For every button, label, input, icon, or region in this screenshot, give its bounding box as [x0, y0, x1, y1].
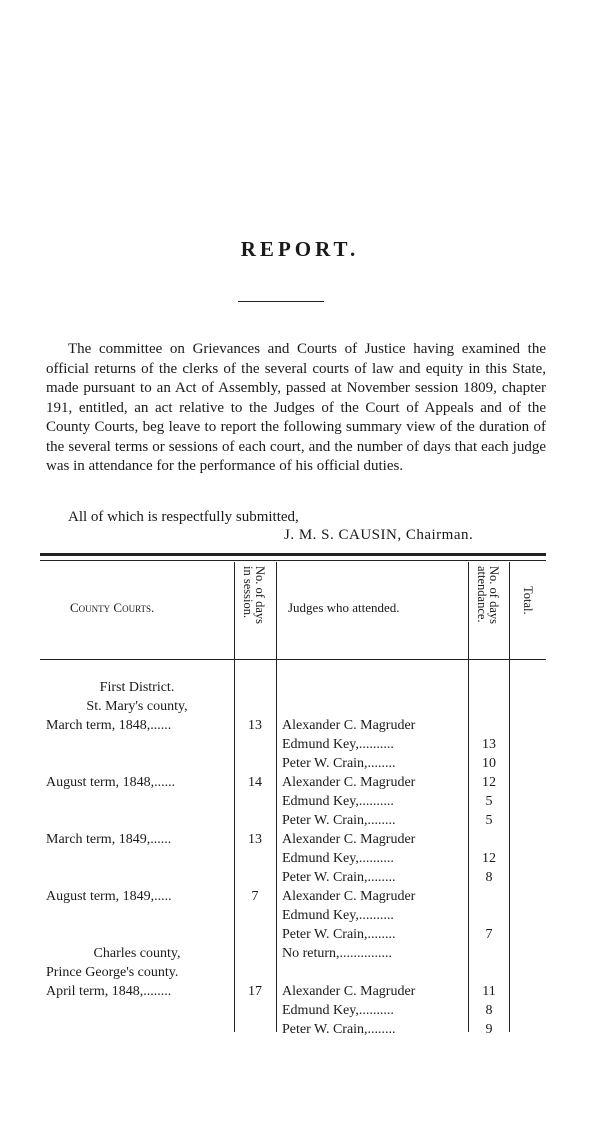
judge-cell: Peter W. Crain,........ — [282, 1022, 396, 1037]
table-row — [0, 963, 600, 982]
attendance-cell: 5 — [485, 794, 493, 809]
table-row — [0, 887, 600, 906]
days-in-session-cell: 13 — [248, 718, 262, 733]
table-row — [0, 716, 600, 735]
court-cell: March term, 1848,...... — [46, 718, 172, 733]
court-cell: Charles county, — [93, 946, 181, 961]
judge-cell: Alexander C. Magruder — [282, 832, 416, 847]
days-in-session-cell: 17 — [248, 984, 262, 999]
title-divider — [238, 301, 324, 302]
judge-cell: Peter W. Crain,........ — [282, 813, 396, 828]
attendance-cell: 12 — [482, 851, 496, 866]
court-cell: August term, 1849,..... — [46, 889, 172, 904]
attendance-cell: 10 — [482, 756, 496, 771]
judge-cell: Alexander C. Magruder — [282, 889, 416, 904]
header-judges: Judges who attended. — [288, 600, 400, 615]
table-body — [0, 678, 600, 1039]
table-top-rule-thin — [40, 560, 546, 561]
table-row — [0, 811, 600, 830]
table-row — [0, 678, 600, 697]
header-days-attendance: No. of days attendance. — [475, 566, 501, 624]
table-row — [0, 735, 600, 754]
attendance-cell: 5 — [485, 813, 493, 828]
header-total: Total. — [521, 586, 535, 615]
table-row — [0, 906, 600, 925]
judge-cell: Alexander C. Magruder — [282, 718, 416, 733]
table-row — [0, 925, 600, 944]
judge-cell: Peter W. Crain,........ — [282, 870, 396, 885]
court-cell: Prince George's county. — [46, 965, 179, 980]
table-top-rule — [40, 553, 546, 556]
table-row — [0, 849, 600, 868]
attendance-cell: 9 — [485, 1022, 493, 1037]
court-cell: First District. — [99, 680, 175, 695]
judge-cell: Edmund Key,.......... — [282, 737, 394, 752]
attendance-cell: 13 — [482, 737, 496, 752]
table-row — [0, 868, 600, 887]
header-bottom-rule — [40, 659, 546, 660]
court-cell: March term, 1849,...... — [46, 832, 172, 847]
attendance-cell: 11 — [482, 984, 496, 999]
attendance-cell: 8 — [485, 870, 493, 885]
judge-cell: Edmund Key,.......... — [282, 908, 394, 923]
table-row — [0, 754, 600, 773]
table-row — [0, 1001, 600, 1020]
judge-cell: Alexander C. Magruder — [282, 775, 416, 790]
table-row — [0, 1020, 600, 1039]
attendance-cell: 8 — [485, 1003, 493, 1018]
judge-cell: Peter W. Crain,........ — [282, 756, 396, 771]
judge-cell: Edmund Key,.......... — [282, 851, 394, 866]
judge-cell: Edmund Key,.......... — [282, 794, 394, 809]
court-cell: April term, 1848,........ — [46, 984, 172, 999]
attendance-cell: 12 — [482, 775, 496, 790]
report-paragraph: The committee on Grievances and Courts of Justice having examined the official returns of the clerks of the several courts of law and equity in this State, made pursuant to an Act of Assembly, passed at November session 1809, chapter 191, entitled, an act relative to the Judges of the Court of Appeals and of the County Courts, beg leave to report the following summary view of the duration of the several terms or sessions of each court, and the number of days that each judge was in attendance for the performance of his official duties. — [46, 341, 546, 474]
table-row — [0, 792, 600, 811]
table-row — [0, 944, 600, 963]
header-days-in-session: No. of days in session. — [241, 566, 267, 624]
days-in-session-cell: 13 — [248, 832, 262, 847]
table-row — [0, 982, 600, 1001]
attendance-cell: 7 — [485, 927, 493, 942]
judge-cell: Edmund Key,.......... — [282, 1003, 394, 1018]
judge-cell: No return,............... — [282, 946, 393, 961]
judge-cell: Alexander C. Magruder — [282, 984, 416, 999]
judge-cell: Peter W. Crain,........ — [282, 927, 396, 942]
report-title: REPORT. — [240, 237, 360, 261]
table-row — [0, 773, 600, 792]
court-cell: St. Mary's county, — [86, 699, 188, 714]
signature: J. M. S. CAUSIN, Chairman. — [284, 527, 474, 543]
days-in-session-cell: 14 — [248, 775, 262, 790]
table-row — [0, 697, 600, 716]
header-county-courts: County Courts. — [70, 600, 155, 615]
submitted-line: All of which is respectfully submitted, — [68, 509, 299, 525]
court-cell: August term, 1848,...... — [46, 775, 176, 790]
table-row — [0, 830, 600, 849]
days-in-session-cell: 7 — [251, 889, 259, 904]
